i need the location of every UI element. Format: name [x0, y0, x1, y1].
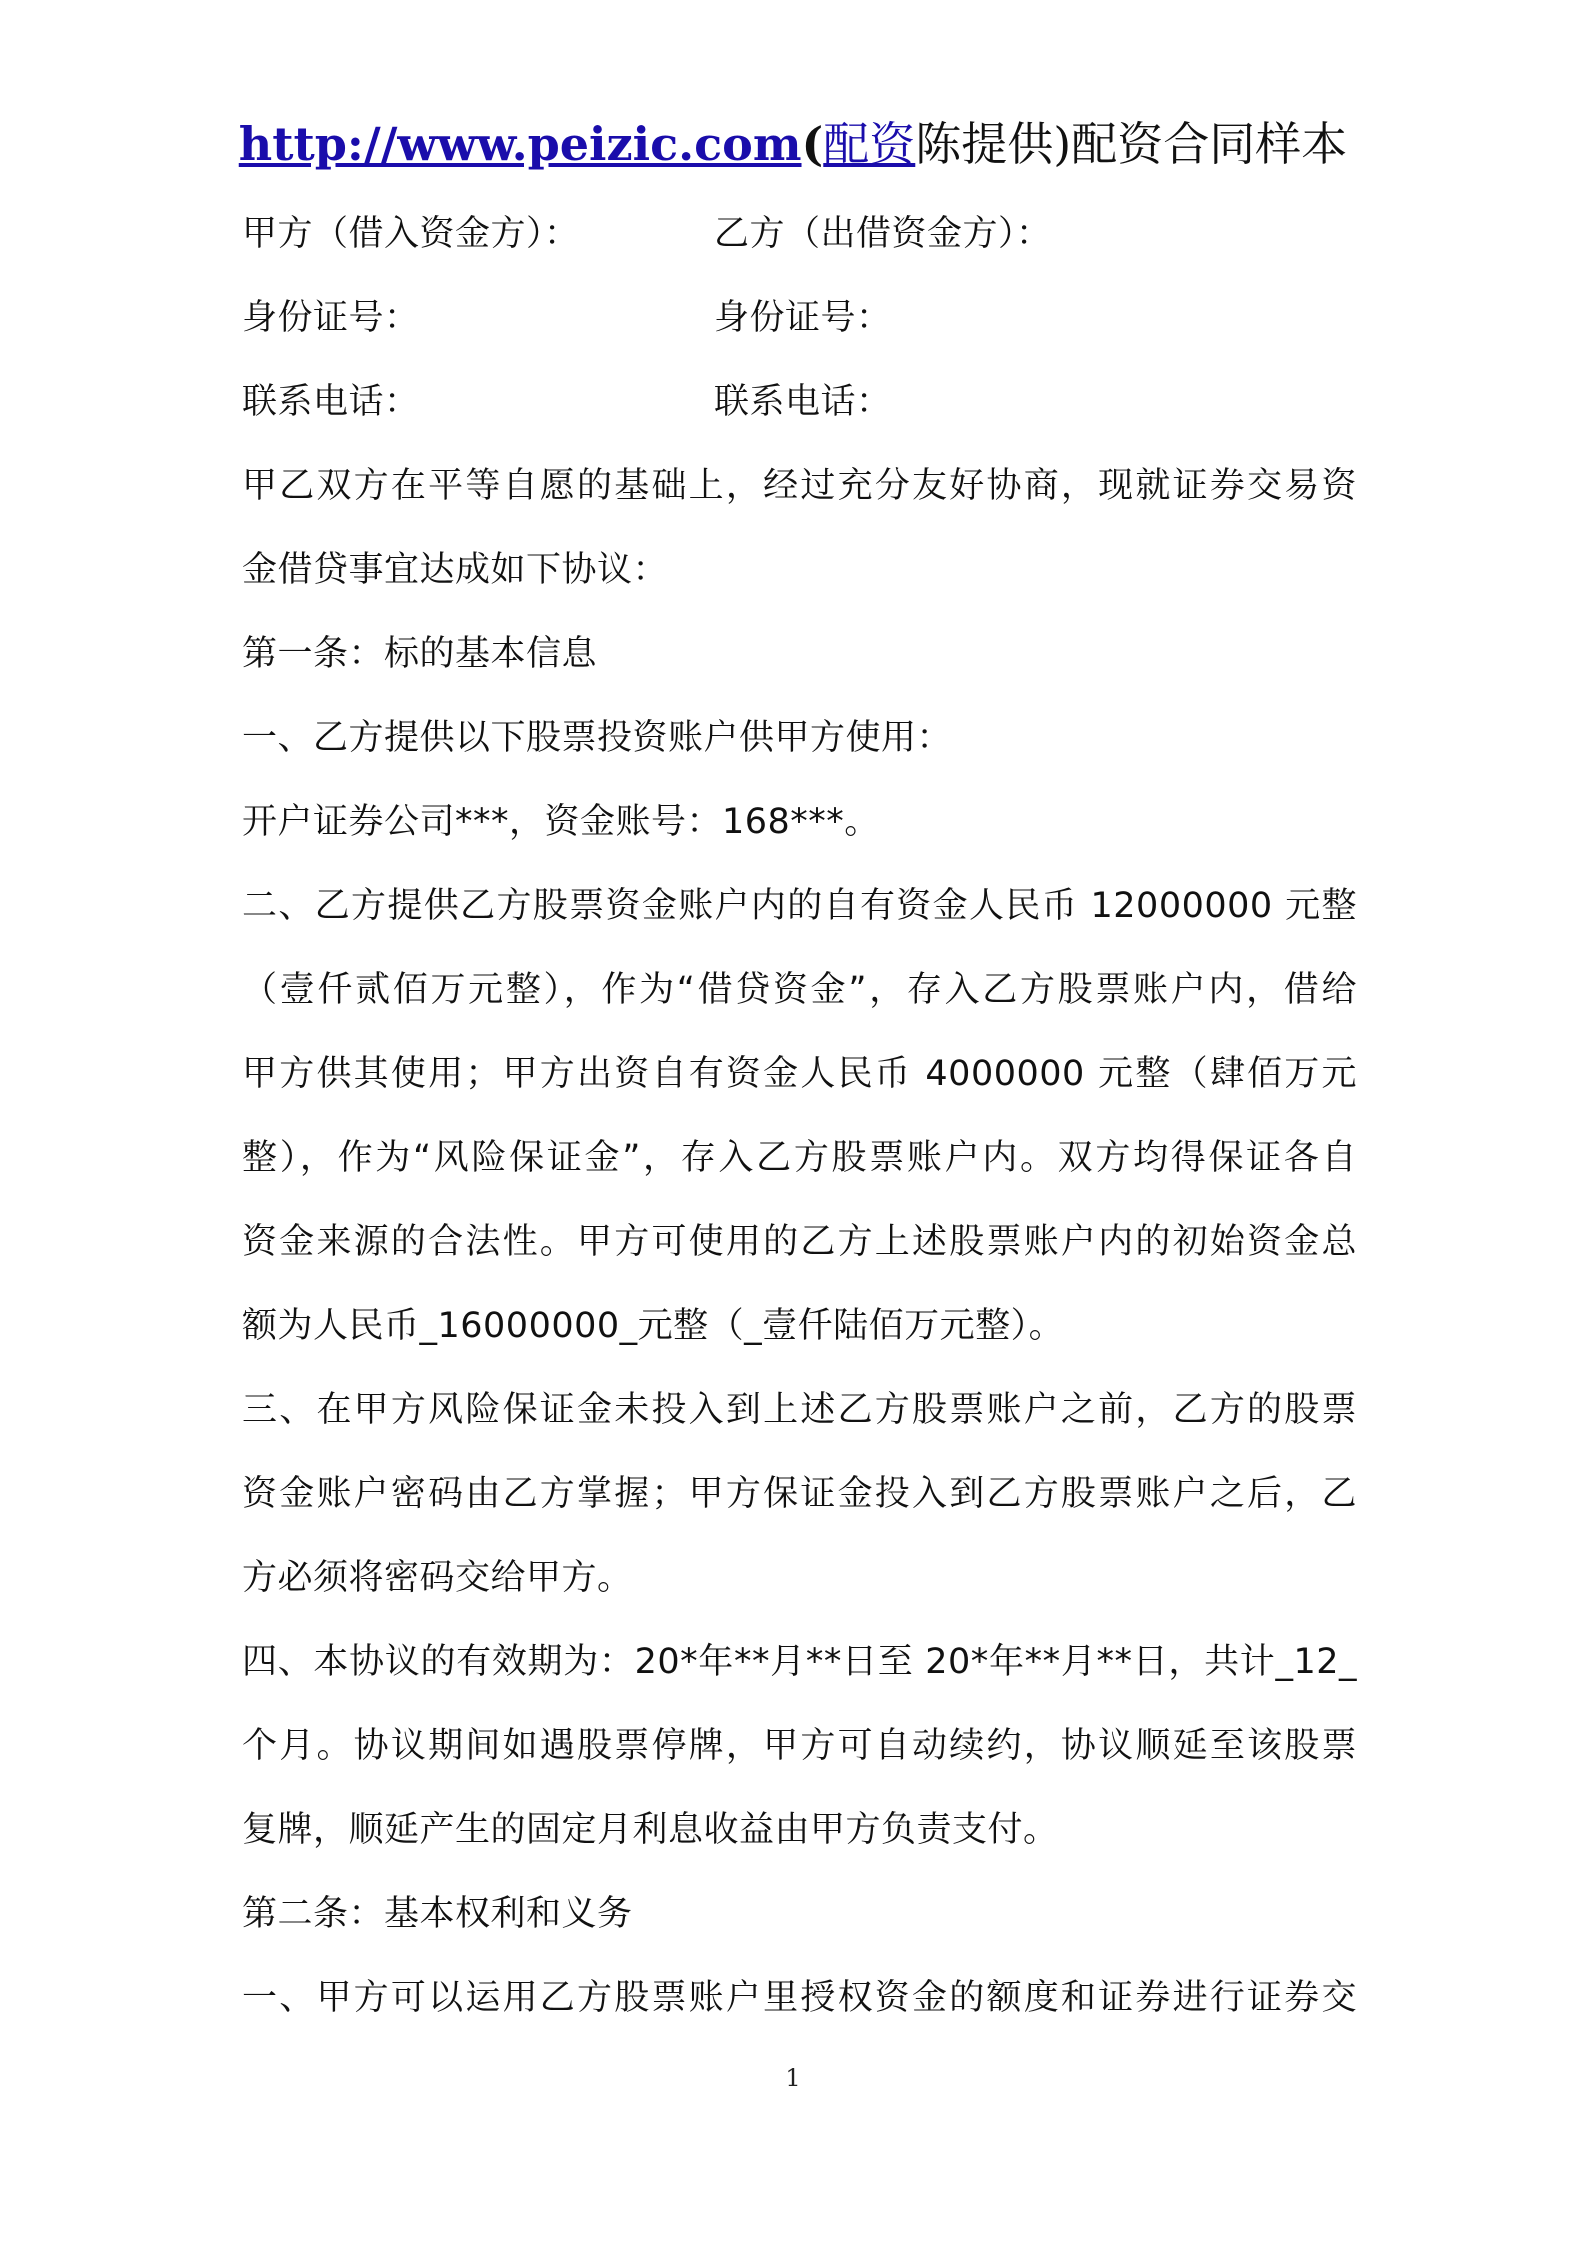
- title-rest: 配资合同样本: [1071, 117, 1348, 171]
- body-line: （壹仟贰佰万元整），作为“借贷资金”，存入乙方股票账户内，借给: [242, 970, 1357, 1010]
- document-body: [242, 192, 1357, 2040]
- party-row-name: [242, 192, 1357, 276]
- body-line: 一、乙方提供以下股票投资账户供甲方使用：: [242, 718, 953, 758]
- body-line: 开户证券公司***，资金账号：168***。: [242, 802, 880, 842]
- party-a-id-label: 身份证号：: [242, 298, 420, 338]
- body-line: 甲方供其使用；甲方出资自有资金人民币 4000000 元整（肆佰万元: [242, 1054, 1357, 1094]
- party-row-id: [242, 276, 1357, 360]
- body-line: 资金账户密码由乙方掌握；甲方保证金投入到乙方股票账户之后，乙: [242, 1474, 1357, 1514]
- party-a-phone-label: 联系电话：: [242, 382, 420, 422]
- body-line: 甲乙双方在平等自愿的基础上，经过充分友好协商，现就证券交易资: [242, 466, 1357, 506]
- body-line: 金借贷事宜达成如下协议：: [242, 550, 669, 590]
- body-line: 一、甲方可以运用乙方股票账户里授权资金的额度和证券进行证券交: [242, 1978, 1357, 2018]
- body-line: 额为人民币_16000000_元整（_壹仟陆佰万元整）。: [242, 1306, 1065, 1346]
- title-paren-open: (: [801, 117, 824, 171]
- party-b-id-label: 身份证号：: [714, 298, 892, 338]
- site-url-link[interactable]: http://www.peizic.com: [238, 117, 802, 171]
- body-line: 方必须将密码交给甲方。: [242, 1558, 633, 1598]
- party-b-label: 乙方（出借资金方）：: [714, 214, 1052, 254]
- page-number: 1: [785, 2064, 801, 2092]
- body-line: 个月。协议期间如遇股票停牌，甲方可自动续约，协议顺延至该股票: [242, 1726, 1357, 1766]
- party-row-phone: [242, 360, 1357, 444]
- body-line: 二、乙方提供乙方股票资金账户内的自有资金人民币 12000000 元整: [242, 886, 1357, 926]
- document-title: [0, 112, 1586, 176]
- body-line: 资金来源的合法性。甲方可使用的乙方上述股票账户内的初始资金总: [242, 1222, 1357, 1262]
- body-line: 四、本协议的有效期为：20*年**月**日至 20*年**月**日，共计_12_: [242, 1642, 1357, 1682]
- article-heading: 第一条：标的基本信息: [242, 634, 598, 674]
- title-paren-close: ): [1053, 117, 1072, 171]
- title-provider: 陈提供: [915, 117, 1054, 171]
- party-a-label: 甲方（借入资金方）：: [242, 214, 580, 254]
- body-line: 复牌，顺延产生的固定月利息收益由甲方负责支付。: [242, 1810, 1059, 1850]
- article-heading: 第二条：基本权利和义务: [242, 1894, 633, 1934]
- title-keyword-link[interactable]: 配资: [823, 117, 916, 171]
- body-line: 三、在甲方风险保证金未投入到上述乙方股票账户之前，乙方的股票: [242, 1390, 1357, 1430]
- party-b-phone-label: 联系电话：: [714, 382, 892, 422]
- body-line: 整），作为“风险保证金”，存入乙方股票账户内。双方均得保证各自: [242, 1138, 1357, 1178]
